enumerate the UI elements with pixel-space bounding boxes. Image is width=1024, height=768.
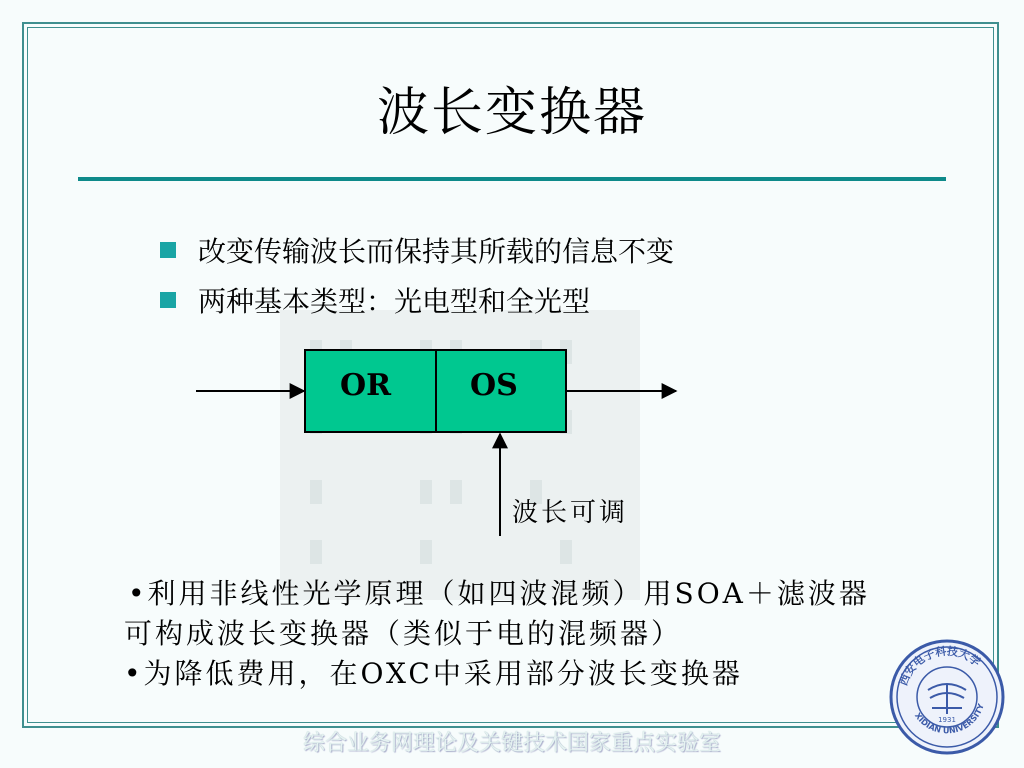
square-bullet-icon <box>160 292 176 308</box>
slide-title: 波长变换器 <box>376 83 647 143</box>
svg-text:XIDIAN UNIVERSITY: XIDIAN UNIVERSITY <box>912 702 986 736</box>
svg-text:1931: 1931 <box>938 716 956 724</box>
note-line: •为降低费用，在OXC中采用部分波长变换器 <box>124 657 743 690</box>
title-divider <box>78 177 946 181</box>
university-seal-icon <box>888 638 1006 756</box>
svg-text:西安电子科技大学: 西安电子科技大学 <box>896 644 983 688</box>
os-block-label: OS <box>470 368 518 403</box>
note-line: 可构成波长变换器（类似于电的混频器） <box>124 617 683 650</box>
bullet-item <box>160 230 674 270</box>
bullet-text: 改变传输波长而保持其所载的信息不变 <box>198 235 675 268</box>
bullet-text: 两种基本类型：光电型和全光型 <box>198 285 591 318</box>
bullet-item <box>160 280 590 320</box>
note-line: •利用非线性光学原理（如四波混频）用SOA＋滤波器 <box>128 577 870 610</box>
or-block-label: OR <box>340 368 392 403</box>
lab-footer: 综合业务网理论及关键技术国家重点实验室 <box>302 731 721 756</box>
square-bullet-icon <box>160 242 176 258</box>
tuning-label: 波长可调 <box>512 498 629 528</box>
